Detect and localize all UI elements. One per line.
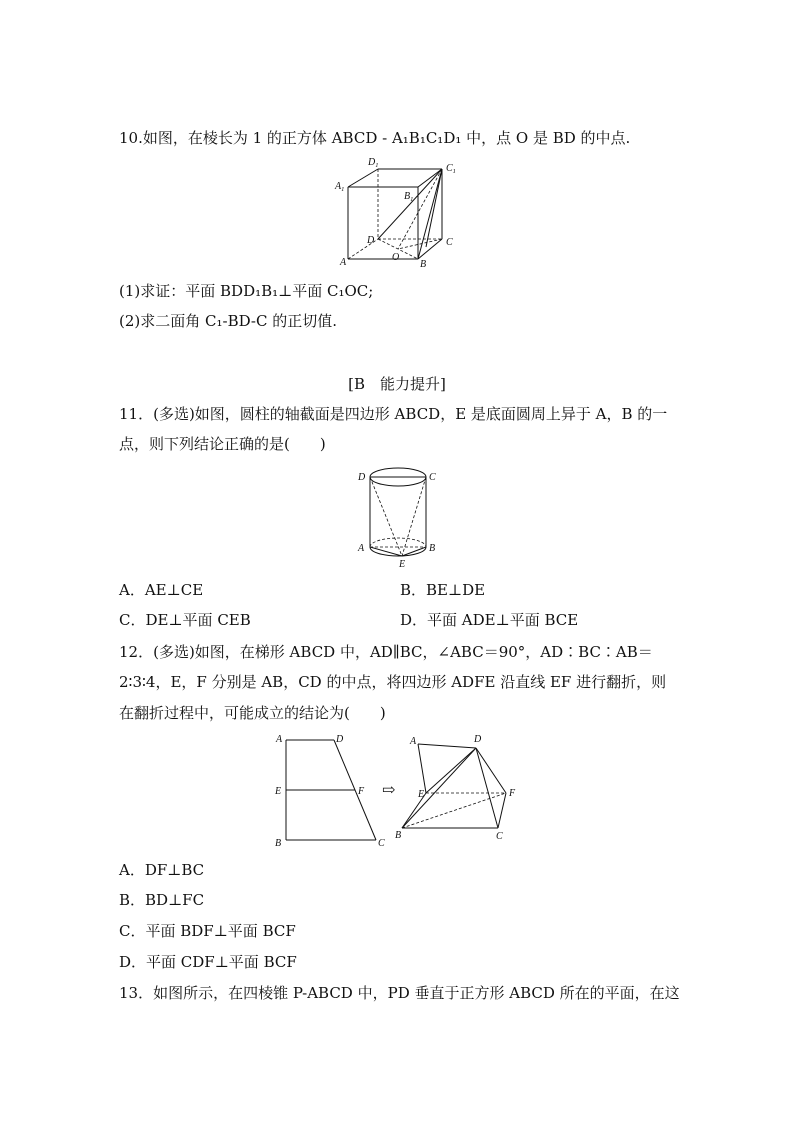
cylinder-figure [352, 462, 444, 570]
svg-text:E: E [399, 559, 406, 570]
q10-text: 10.如图，在棱长为 1 的正方体 ABCD - A₁B₁C₁D₁ 中，点 O 是 BD 的中点. [119, 129, 631, 147]
q12-text-line3: 在翻折过程中，可能成立的结论为( ) [119, 704, 386, 722]
svg-text:C1: $C_1$ [446, 163, 456, 175]
q12-text-line2: 2∶3∶4，E，F 分别是 AB，CD 的中点，将四边形 ADFE 沿直线 EF 进行翻折，则 [119, 673, 667, 691]
q10-part2: (2)求二面角 C₁-BD-C 的正切值. [119, 312, 337, 330]
svg-text:O: O [392, 252, 400, 263]
svg-text:C: C [446, 237, 453, 248]
svg-text:A1: $A_1$ [335, 181, 345, 193]
svg-text:C: C [429, 472, 436, 483]
svg-text:E: E [418, 789, 425, 800]
q11-option-c: C．DE⊥平面 CEB [119, 611, 251, 629]
svg-text:D1: $D_1$ [368, 157, 379, 169]
q12-option-c: C．平面 BDF⊥平面 BCF [119, 922, 296, 940]
svg-text:B1: $B_1$ [404, 191, 414, 203]
q11-text-line2: 点，则下列结论正确的是( ) [119, 435, 326, 453]
transform-arrow: ⇨ [382, 780, 396, 799]
svg-text:C: C [496, 831, 503, 842]
svg-text:D: D [474, 734, 482, 745]
q12-option-a: A．DF⊥BC [119, 861, 205, 879]
q11-text-line1: 11．(多选)如图，圆柱的轴截面是四边形 ABCD，E 是底面圆周上异于 A，B 的一 [119, 405, 668, 423]
q11-option-d: D．平面 ADE⊥平面 BCE [400, 611, 579, 629]
q12-option-b: B．BD⊥FC [119, 891, 205, 909]
q12-text-line1: 12．(多选)如图，在梯形 ABCD 中，AD∥BC，∠ABC＝90°，AD∶BC∶AB＝ [119, 643, 653, 661]
q13-text: 13．如图所示，在四棱锥 P-ABCD 中，PD 垂直于正方形 ABCD 所在的平面，在这 [119, 984, 680, 1002]
svg-text:D: D [358, 472, 366, 483]
cube-figure [330, 157, 470, 269]
svg-text:B: B [395, 830, 402, 841]
svg-text:B: B [275, 838, 282, 849]
svg-text:D: D [336, 734, 344, 745]
section-heading: [B 能力提升] [348, 375, 446, 393]
q11-option-b: B．BE⊥DE [400, 581, 486, 599]
svg-text:D: D [367, 235, 375, 246]
q11-option-a: A．AE⊥CE [119, 581, 204, 599]
q12-option-d: D．平面 CDF⊥平面 BCF [119, 953, 297, 971]
svg-text:A: A [276, 734, 283, 745]
svg-text:E: E [275, 786, 282, 797]
svg-text:C: C [378, 838, 385, 849]
svg-text:A: A [358, 543, 365, 554]
trapezoid-figure [272, 730, 392, 852]
svg-text:A: A [340, 257, 347, 268]
svg-text:B: B [420, 259, 427, 270]
svg-text:F: F [509, 788, 516, 799]
q10-part1: (1)求证：平面 BDD₁B₁⊥平面 C₁OC; [119, 282, 374, 300]
svg-text:F: F [358, 786, 365, 797]
svg-text:B: B [429, 543, 436, 554]
folded-figure [394, 730, 524, 852]
svg-text:A: A [410, 736, 417, 747]
